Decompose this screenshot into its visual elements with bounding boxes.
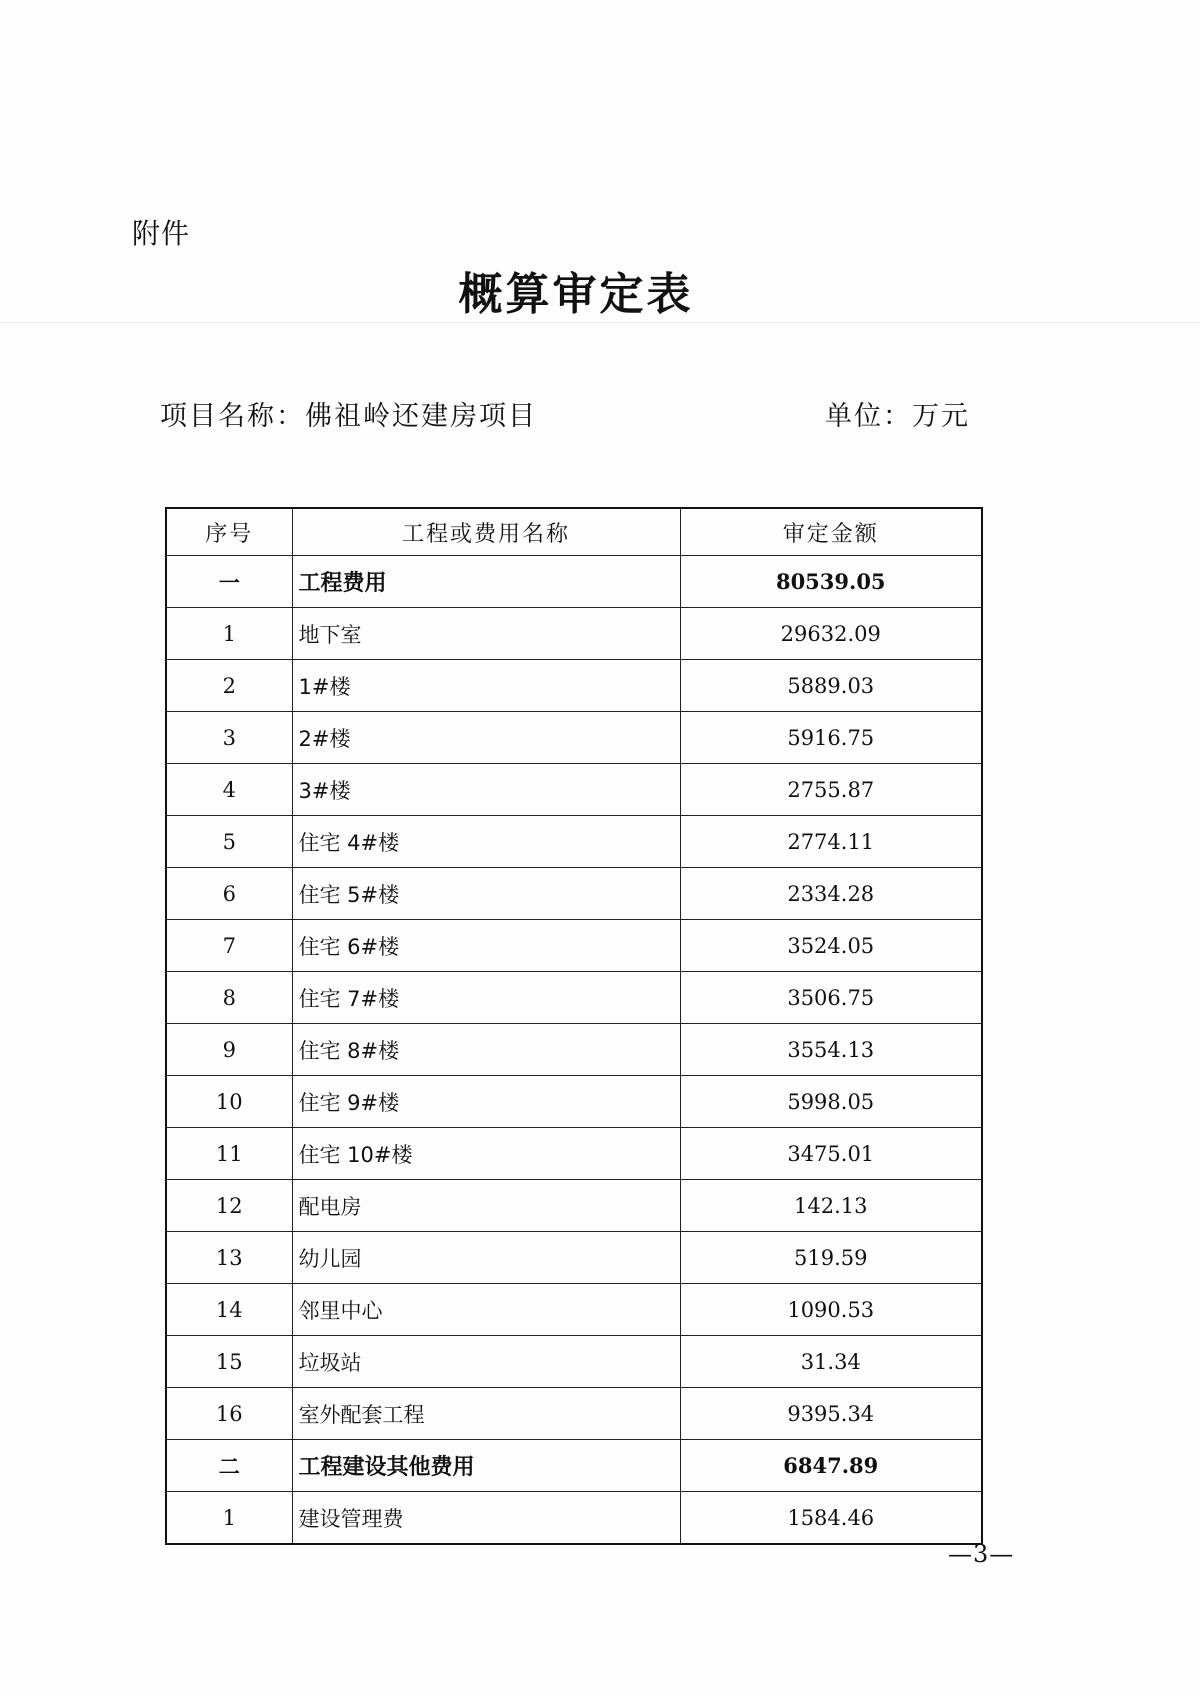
row-amount: 142.13 [680,1180,982,1232]
row-amount: 3506.75 [680,972,982,1024]
row-seq: 3 [166,712,292,764]
row-name: 1#楼 [292,660,680,712]
table-row [166,1076,982,1128]
row-name: 住宅 6#楼 [292,920,680,972]
row-name: 住宅 8#楼 [292,1024,680,1076]
row-amount: 29632.09 [680,608,982,660]
table-row [166,1024,982,1076]
column-header-name: 工程或费用名称 [292,508,680,556]
table-row [166,1388,982,1440]
table-row [166,920,982,972]
row-seq: 9 [166,1024,292,1076]
page-number: —3— [948,1540,1015,1568]
row-name: 住宅 10#楼 [292,1128,680,1180]
row-seq: 8 [166,972,292,1024]
table-row [166,712,982,764]
table-row [166,972,982,1024]
table-row [166,1284,982,1336]
row-amount: 5889.03 [680,660,982,712]
row-name: 垃圾站 [292,1336,680,1388]
table-row [166,1492,982,1545]
row-name: 配电房 [292,1180,680,1232]
project-name: 项目名称：佛祖岭还建房项目 [160,401,537,432]
row-name: 住宅 9#楼 [292,1076,680,1128]
row-amount: 519.59 [680,1232,982,1284]
table-row [166,764,982,816]
page-title: 概算审定表 [458,269,694,320]
row-name: 2#楼 [292,712,680,764]
budget-table-container [165,507,981,1545]
table-row [166,660,982,712]
row-name: 邻里中心 [292,1284,680,1336]
row-name: 3#楼 [292,764,680,816]
row-amount: 2334.28 [680,868,982,920]
row-seq: 10 [166,1076,292,1128]
row-amount: 1584.46 [680,1492,982,1545]
row-amount: 3475.01 [680,1128,982,1180]
budget-table [165,507,983,1545]
column-header-amount: 审定金额 [680,508,982,556]
row-seq: 13 [166,1232,292,1284]
row-seq: 二 [166,1440,292,1492]
row-seq: 5 [166,816,292,868]
row-seq: 15 [166,1336,292,1388]
table-row [166,868,982,920]
row-amount: 5916.75 [680,712,982,764]
row-name: 室外配套工程 [292,1388,680,1440]
table-row [166,1232,982,1284]
row-seq: 6 [166,868,292,920]
row-seq: 一 [166,556,292,608]
row-amount: 6847.89 [680,1440,982,1492]
table-body [166,556,982,1545]
row-amount: 9395.34 [680,1388,982,1440]
scan-divider [0,322,1200,323]
row-seq: 11 [166,1128,292,1180]
row-seq: 12 [166,1180,292,1232]
row-name: 工程建设其他费用 [292,1440,680,1492]
unit-label: 单位：万元 [825,401,970,432]
table-row [166,816,982,868]
row-amount: 3524.05 [680,920,982,972]
row-seq: 14 [166,1284,292,1336]
row-name: 地下室 [292,608,680,660]
row-seq: 16 [166,1388,292,1440]
row-amount: 31.34 [680,1336,982,1388]
row-seq: 1 [166,1492,292,1545]
table-row [166,1128,982,1180]
row-seq: 4 [166,764,292,816]
row-amount: 2774.11 [680,816,982,868]
row-amount: 1090.53 [680,1284,982,1336]
table-row [166,1180,982,1232]
row-name: 住宅 4#楼 [292,816,680,868]
row-name: 幼儿园 [292,1232,680,1284]
row-seq: 1 [166,608,292,660]
row-amount: 3554.13 [680,1024,982,1076]
row-name: 工程费用 [292,556,680,608]
column-header-seq: 序号 [166,508,292,556]
table-header-row [166,508,982,556]
table-row [166,608,982,660]
row-name: 住宅 5#楼 [292,868,680,920]
row-name: 住宅 7#楼 [292,972,680,1024]
row-seq: 2 [166,660,292,712]
row-amount: 5998.05 [680,1076,982,1128]
table-category-row [166,556,982,608]
row-amount: 80539.05 [680,556,982,608]
attachment-label: 附件 [132,217,191,250]
row-name: 建设管理费 [292,1492,680,1545]
row-amount: 2755.87 [680,764,982,816]
table-category-row [166,1440,982,1492]
table-row [166,1336,982,1388]
row-seq: 7 [166,920,292,972]
